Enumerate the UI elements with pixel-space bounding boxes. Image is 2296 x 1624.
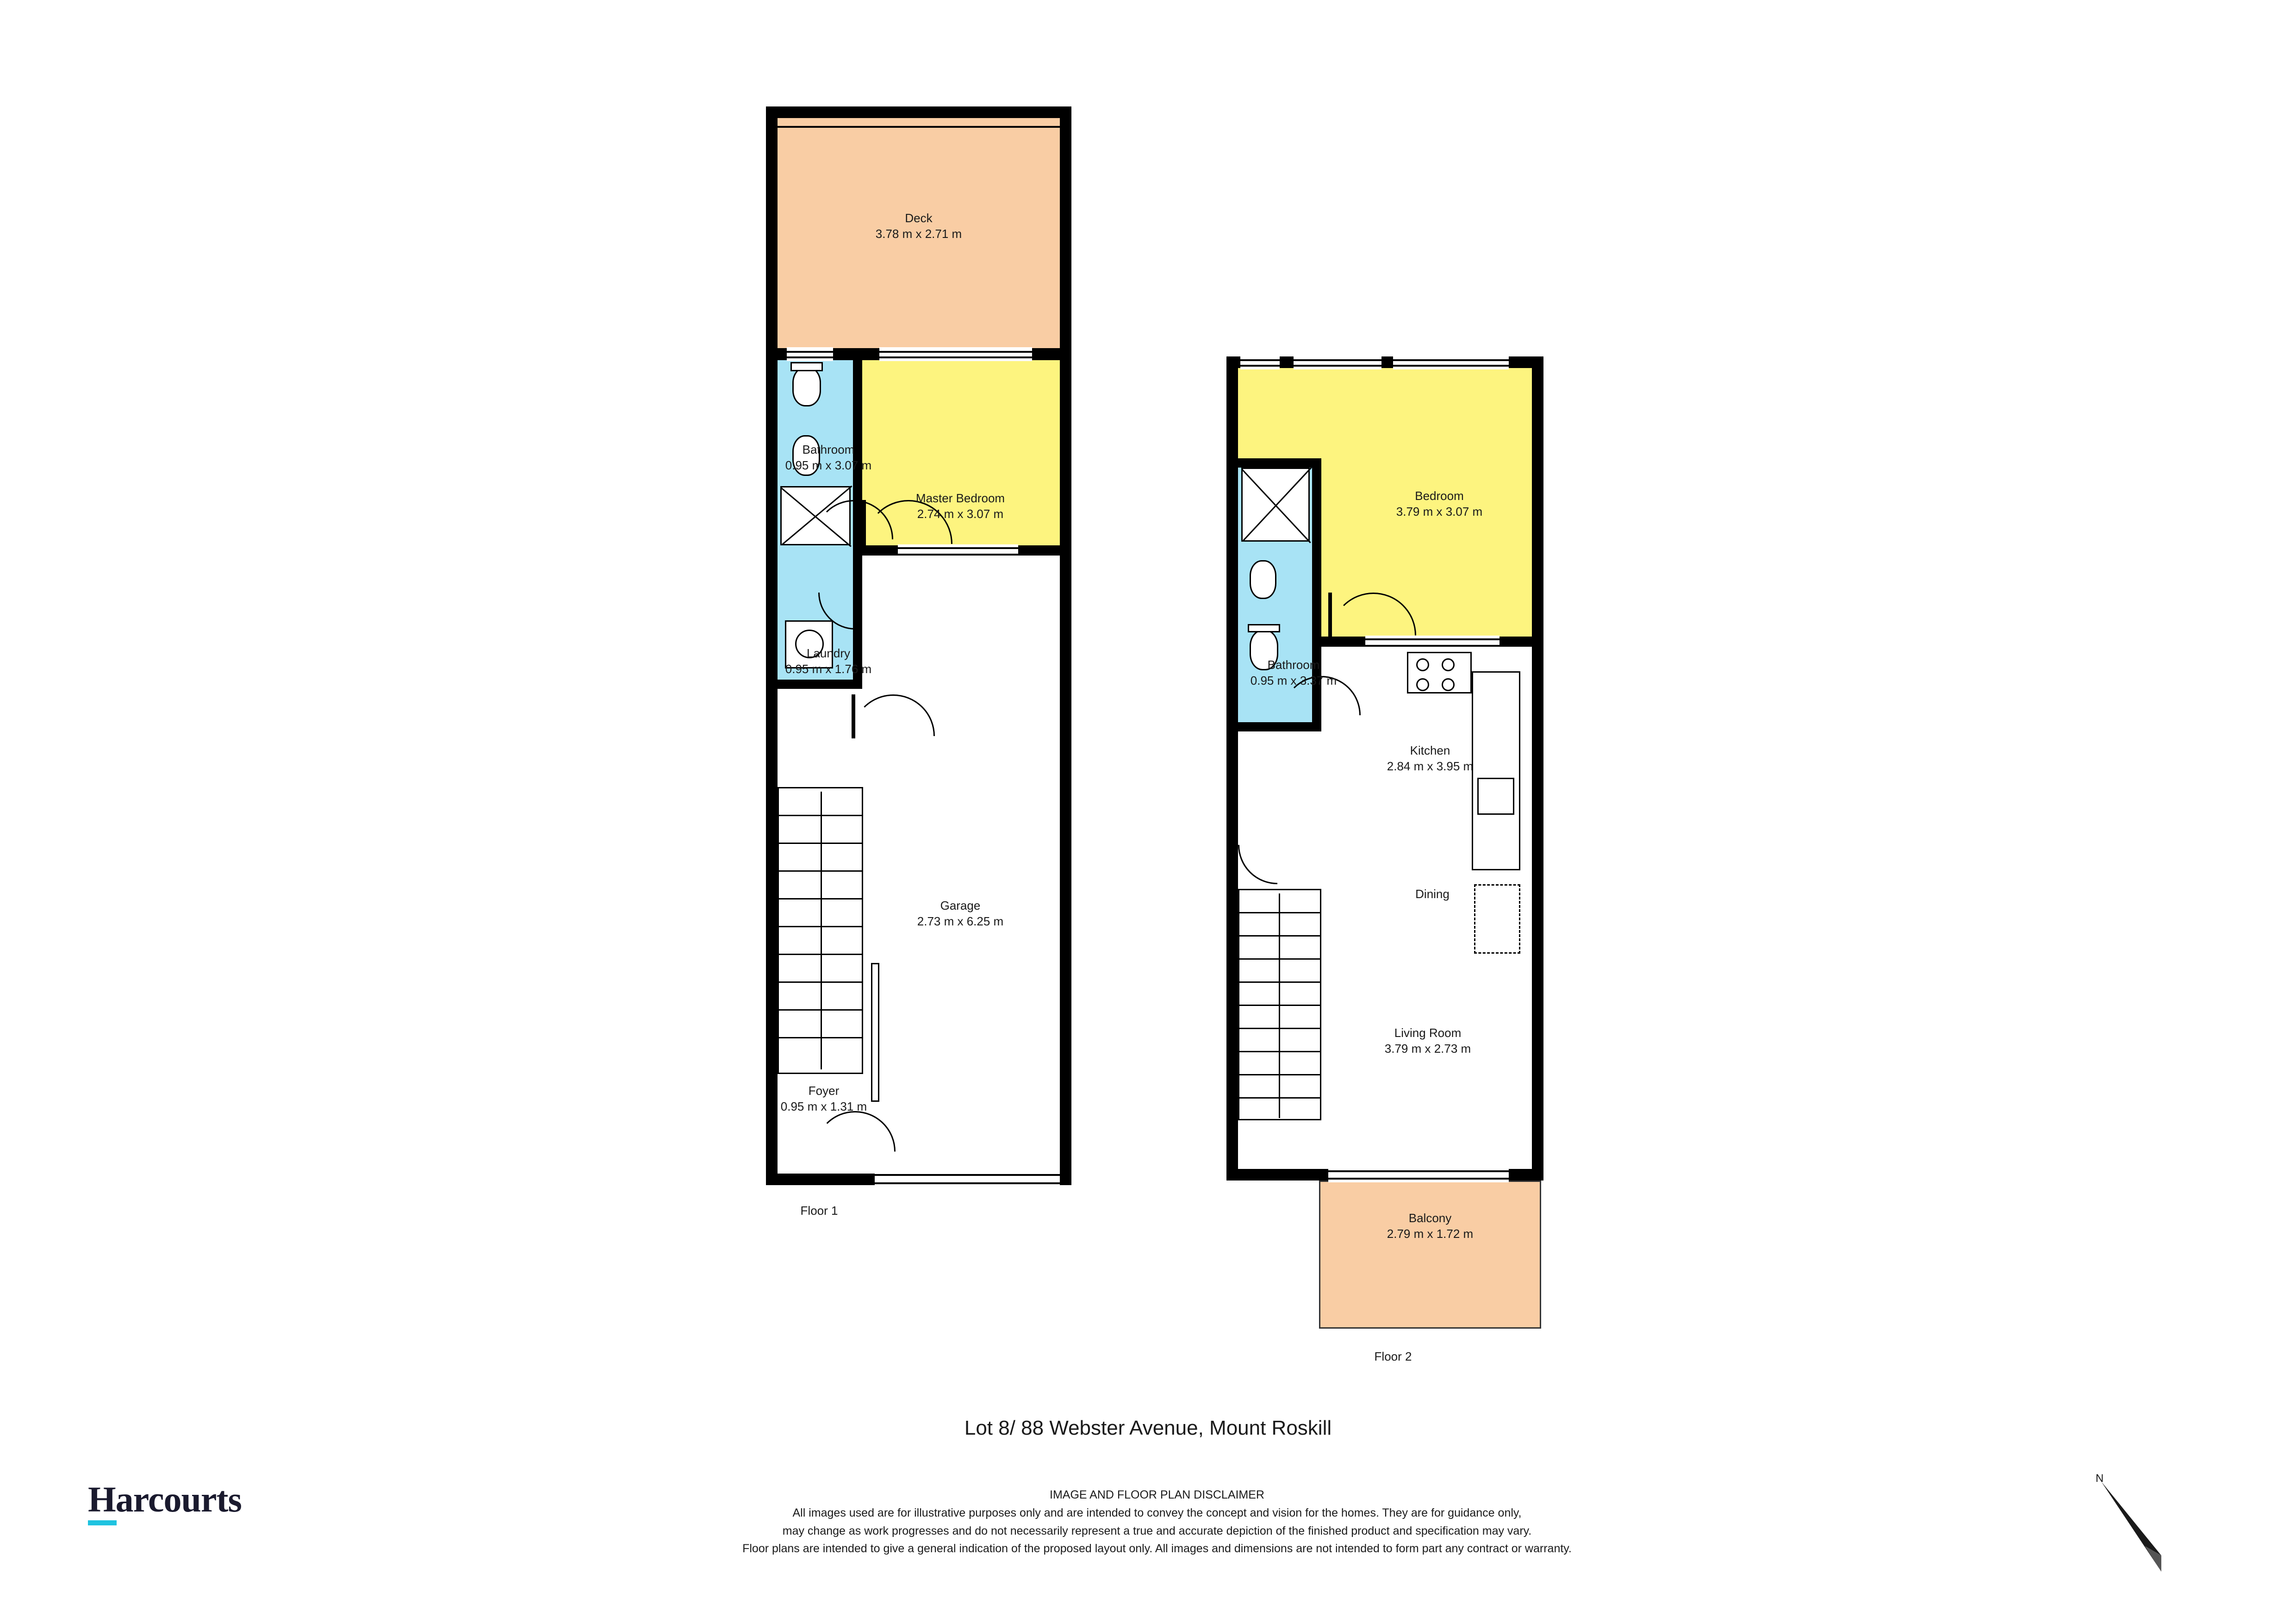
wall-top-outer [766,106,1071,118]
wall-laundry-bottom [778,680,862,689]
disclaimer-heading: IMAGE AND FLOOR PLAN DISCLAIMER [1050,1488,1264,1501]
stair-arrow [821,792,822,1069]
wall2-left-outer [1226,356,1238,1181]
wall-right-lower [1060,350,1071,1185]
north-label: N [2096,1472,2104,1485]
window-bedroom2-a-line2 [1240,365,1280,367]
disclaimer-line-3: Floor plans are intended to give a general indication of the proposed layout only. All images and dimensions are not intended to form part any contract or warranty. [742,1542,1572,1555]
toilet-icon-floor1 [792,367,821,406]
label-master-bedroom: Master Bedroom 2.74 m x 3.07 m [915,491,1005,521]
window-bedroom2-a [1240,356,1280,369]
window-bedroom2-b-line [1294,359,1381,361]
harcourts-accent-bar [88,1520,117,1525]
door-leaf-bedroom-floor2 [1328,593,1332,638]
window-bedroom2-b [1294,356,1381,369]
wall2-bathroom-bottom [1238,722,1321,731]
window-bathroom-line [787,351,833,353]
window-bathroom-line-2 [787,356,833,358]
deck-edge-line [778,126,1060,128]
label-laundry: Laundry 0.95 m x 1.76 m [785,646,872,676]
floor-1-caption: Floor 1 [800,1204,838,1218]
cooktop-burner [1442,678,1455,691]
garage-wall-rail [871,963,879,1102]
label-balcony: Balcony 2.79 m x 1.72 m [1387,1211,1474,1241]
room-balcony [1319,1181,1541,1329]
basin-icon-floor2 [1250,560,1276,599]
window-bedroom-lower-line [898,547,1018,549]
window-bedroom2-lower-line [1365,638,1500,640]
label-bedroom-floor2: Bedroom 3.79 m x 3.07 m [1396,489,1483,518]
toilet-cistern-floor1 [790,362,823,371]
window-bedroom2-lower-line2 [1365,645,1500,647]
floor-plan-floor-2 [1213,352,1592,1393]
window-bathroom [787,347,833,361]
wall2-right-outer [1532,356,1543,1181]
door-arc-stairs-floor2 [1238,806,1317,884]
harcourts-logo [88,1481,242,1525]
balcony-slider-line [1328,1170,1509,1172]
window-master-bedroom [879,347,1032,361]
harcourts-wordmark: Harcourts [88,1479,242,1519]
label-kitchen: Kitchen 2.84 m x 3.95 m [1387,743,1474,773]
balcony-slider-opening [1328,1168,1509,1182]
compass-icon [2092,1477,2184,1579]
wall-right-deck [1060,106,1071,362]
cooktop-burner [1416,678,1429,691]
label-foyer: Foyer 0.95 m x 1.31 m [780,1084,867,1113]
door-leaf-garage-entry [852,694,855,738]
garage-door-line [875,1174,1060,1176]
window-bedroom2-c [1393,356,1509,369]
label-living-room: Living Room 3.79 m x 2.73 m [1384,1026,1471,1056]
label-bathroom-floor2: Bathroom 0.95 m x 3.37 m [1250,658,1337,687]
north-arrow [2092,1472,2184,1579]
disclaimer-line-2: may change as work progresses and do not necessarily represent a true and accurate depiction of the finished product and specification may vary. [782,1524,1532,1537]
window-master-line-2 [879,356,1032,358]
page-title: Lot 8/ 88 Webster Avenue, Mount Roskill [964,1417,1332,1439]
disclaimer-line-1: All images used are for illustrative purposes only and are intended to convey the concept and vision for the homes. They are for guidance only, [792,1506,1522,1519]
label-bathroom-floor1: Bathroom 0.95 m x 3.07 m [785,443,872,472]
label-dining: Dining [1415,887,1450,901]
garage-door-line-2 [875,1182,1060,1184]
wall2-bathroom-top [1238,458,1321,468]
window-bedroom2-c-line [1393,359,1509,361]
floor-2-caption: Floor 2 [1374,1349,1412,1363]
window-bedroom2-b-line2 [1294,365,1381,367]
label-deck: Deck 3.78 m x 2.71 m [875,211,962,241]
stair-arrow-floor2 [1279,893,1280,1118]
window-bedroom2-c-line2 [1393,365,1509,367]
window-bedroom-lower-line-2 [898,554,1018,556]
label-garage: Garage 2.73 m x 6.25 m [917,899,1004,928]
kitchen-sink [1477,778,1514,815]
cooktop-burner [1442,658,1455,671]
floor-plan-floor-1 [740,93,1101,1218]
window-master-line [879,351,1032,353]
cooktop-burner [1416,658,1429,671]
window-bedroom2-a-line [1240,359,1280,361]
balcony-slider-line2 [1328,1178,1509,1180]
disclaimer-block [417,1486,1898,1558]
toilet-cistern-floor2 [1248,624,1280,632]
